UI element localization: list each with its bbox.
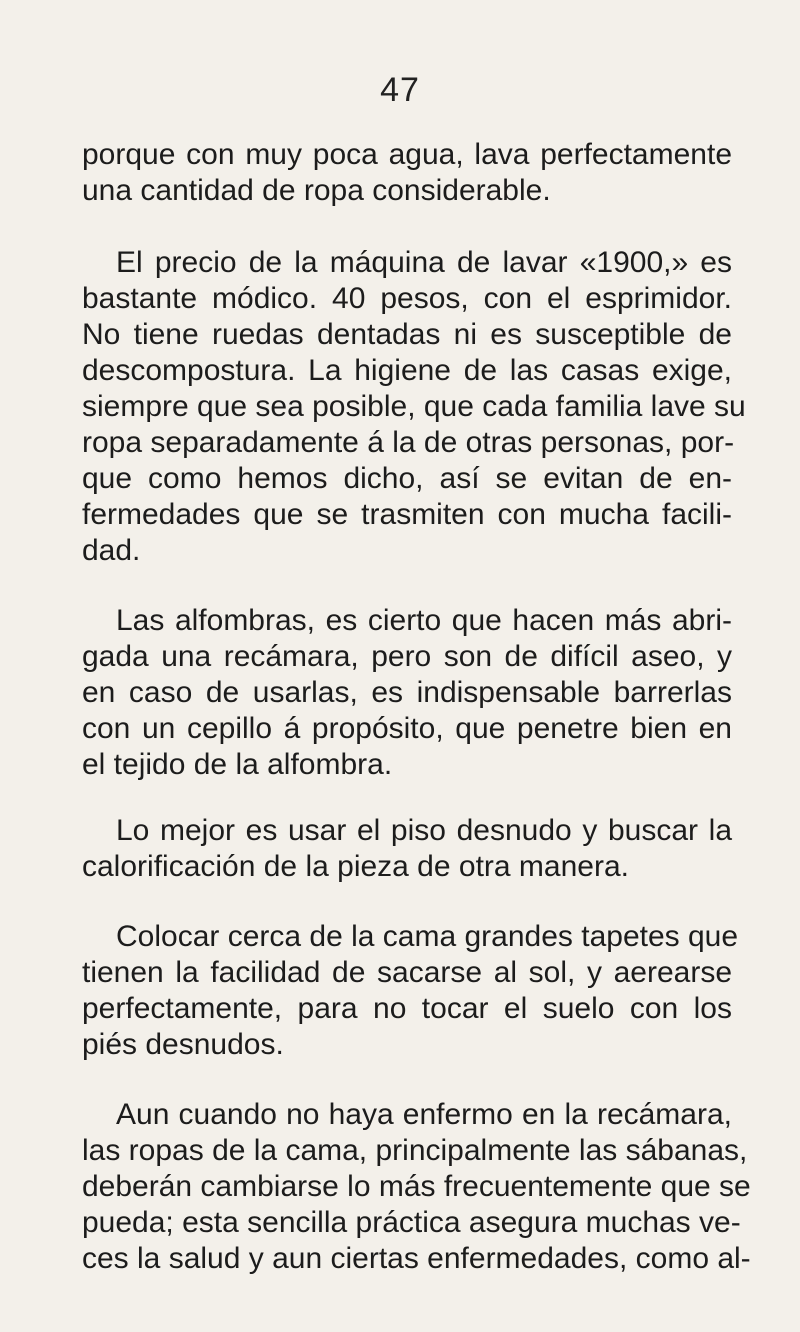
- paragraph: [82, 603, 732, 783]
- text-line: tienen la facilidad de sacarse al sol, y aerearse: [82, 956, 732, 989]
- text-line: calorificación de la pieza de otra manera.: [82, 850, 629, 883]
- body-text: [82, 137, 751, 1277]
- text-line: El precio de la máquina de lavar «1900,» es: [116, 246, 732, 279]
- text-line: porque con muy poca agua, lava perfectamente: [82, 138, 732, 171]
- text-line: una cantidad de ropa considerable.: [82, 174, 551, 207]
- text-line: descompostura. La higiene de las casas exige,: [82, 354, 732, 387]
- text-line: el tejido de la alfombra.: [82, 748, 393, 781]
- text-line: fermedades que se trasmiten con mucha facili-: [82, 498, 732, 531]
- text-line: No tiene ruedas dentadas ni es susceptible de: [82, 318, 732, 351]
- text-line: Las alfombras, es cierto que hacen más abri-: [116, 604, 732, 637]
- paragraph: [82, 137, 732, 209]
- text-line: gada una recámara, pero son de difícil aseo, y: [82, 640, 732, 673]
- paragraph: [82, 1097, 751, 1277]
- text-line: en caso de usarlas, es indispensable barrerlas: [82, 676, 732, 709]
- text-line: ces la salud y aun ciertas enfermedades, como al-: [82, 1242, 751, 1275]
- text-line: ropa separadamente á la de otras personas, por-: [82, 426, 735, 459]
- page-number: 47: [380, 71, 420, 109]
- text-line: perfectamente, para no tocar el suelo con los: [82, 992, 732, 1025]
- paragraph: [82, 813, 732, 885]
- text-line: dad.: [82, 534, 141, 567]
- text-line: bastante módico. 40 pesos, con el esprimidor.: [82, 282, 732, 315]
- text-line: pueda; esta sencilla práctica asegura muchas ve-: [82, 1206, 741, 1239]
- text-line: piés desnudos.: [82, 1028, 284, 1061]
- text-line: Lo mejor es usar el piso desnudo y buscar la: [116, 814, 732, 847]
- paragraph: [82, 919, 739, 1063]
- paragraph: [82, 245, 746, 569]
- text-line: las ropas de la cama, principalmente las sábanas,: [82, 1134, 748, 1167]
- text-line: siempre que sea posible, que cada familia lave su: [82, 390, 746, 423]
- text-line: que como hemos dicho, así se evitan de en-: [82, 462, 732, 495]
- text-line: deberán cambiarse lo más frecuentemente que se: [82, 1170, 751, 1203]
- text-line: Aun cuando no haya enfermo en la recámara,: [116, 1098, 732, 1131]
- text-line: Colocar cerca de la cama grandes tapetes que: [116, 920, 739, 953]
- text-line: con un cepillo á propósito, que penetre bien en: [82, 712, 732, 745]
